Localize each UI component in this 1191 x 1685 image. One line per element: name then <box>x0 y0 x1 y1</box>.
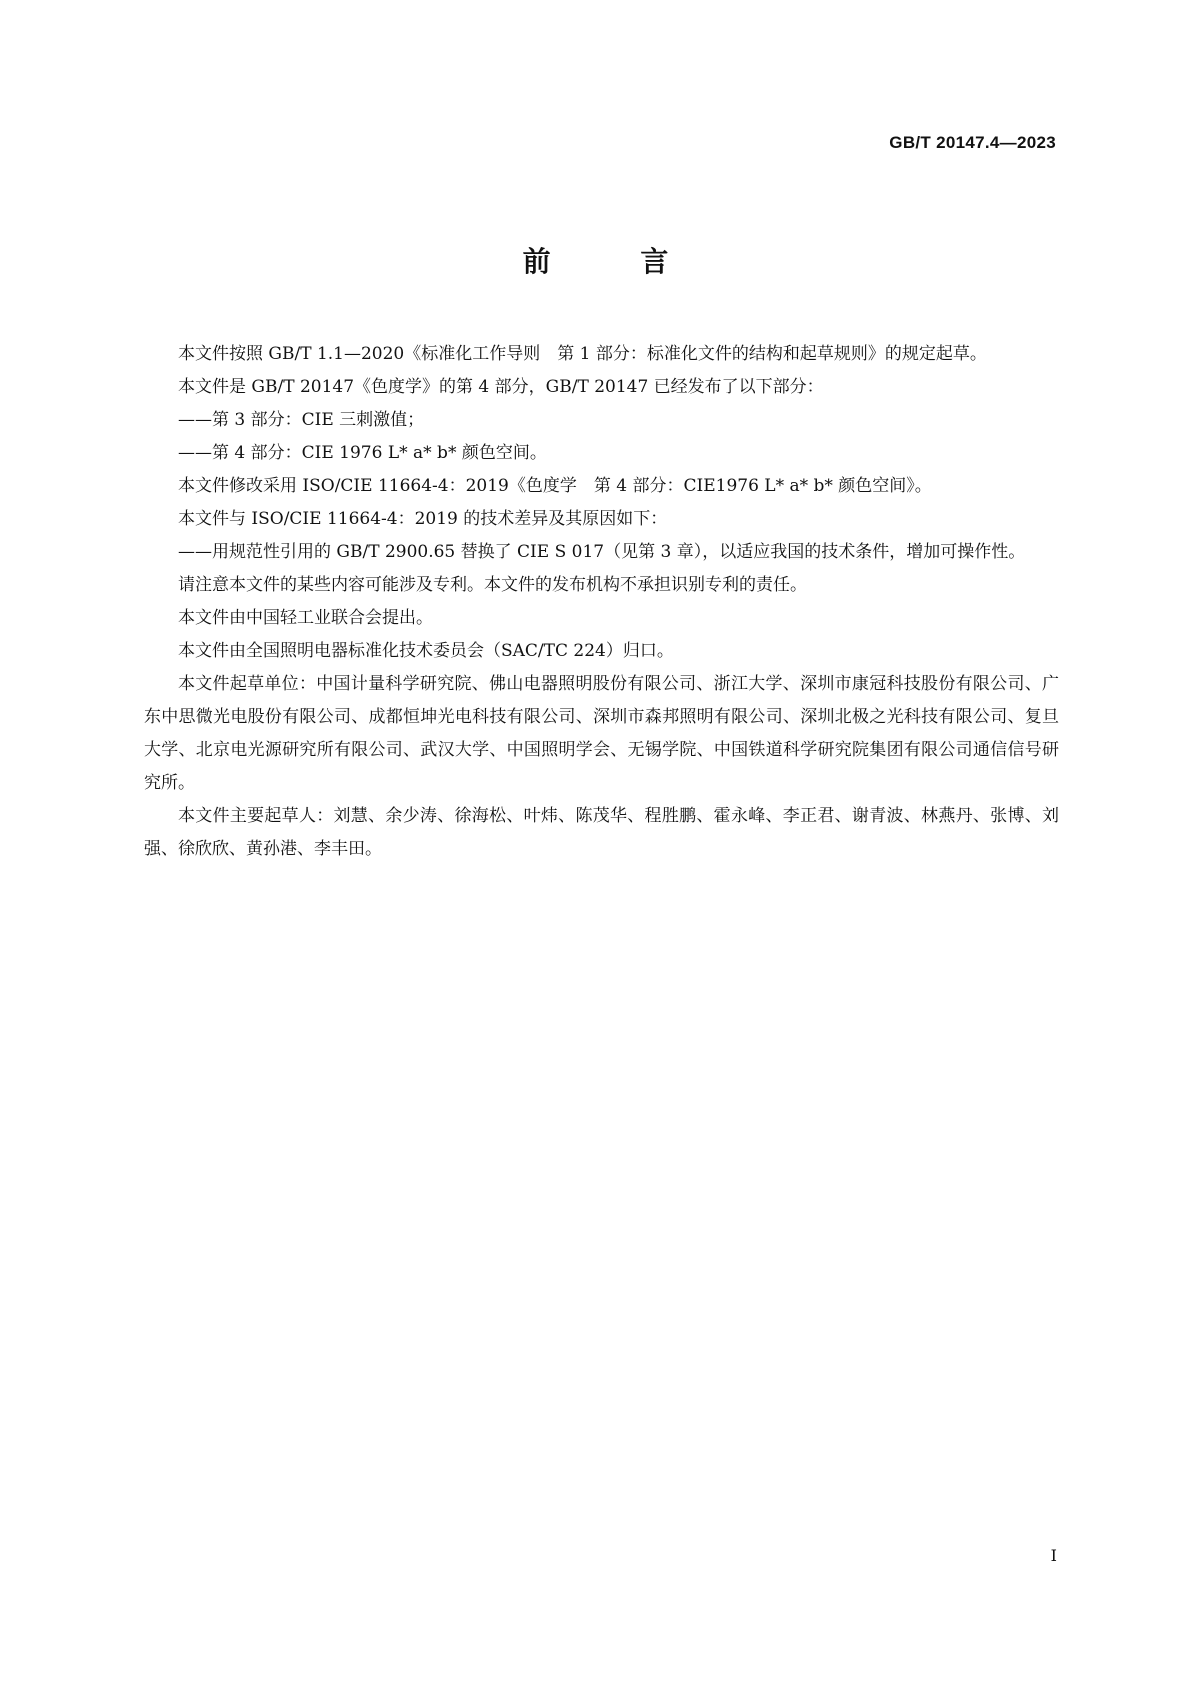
document-number-header: GB/T 20147.4—2023 <box>889 133 1056 152</box>
paragraph-patent-notice: 请注意本文件的某些内容可能涉及专利。本文件的发布机构不承担识别专利的责任。 <box>178 575 807 595</box>
paragraph-technical-differences: 本文件与 ISO/CIE 11664-4：2019 的技术差异及其原因如下： <box>178 509 668 529</box>
paragraph-drafting-units: 本文件起草单位：中国计量科学研究院、佛山电器照明股份有限公司、浙江大学、深圳市康冠科技股份有限公司、广东中思微光电股份有限公司、成都恒坤光电科技有限公司、深圳市森邦照明有限公司、深圳北极之光科技有限公司、复旦大学、北京电光源研究所有限公司、武汉大学、中国照明学会、无锡学院、中国铁道科学研究院集团有限公司通信信号研究所。 <box>144 674 1059 793</box>
page-number: I <box>1050 1546 1057 1565</box>
foreword-body <box>144 338 1059 866</box>
paragraph-proposer: 本文件由中国轻工业联合会提出。 <box>178 608 433 628</box>
paragraph-adoption: 本文件修改采用 ISO/CIE 11664-4：2019《色度学 第 4 部分：CIE1976 L* a* b* 颜色空间》。 <box>178 476 932 496</box>
paragraph-series-parts: 本文件是 GB/T 20147《色度学》的第 4 部分，GB/T 20147 已经发布了以下部分： <box>178 377 824 397</box>
page-title: 前 言 <box>522 245 709 278</box>
paragraph-committee: 本文件由全国照明电器标准化技术委员会（SAC/TC 224）归口。 <box>178 641 674 661</box>
list-item-part-3: ——第 3 部分：CIE 三刺激值； <box>178 410 425 430</box>
list-item-normative-reference: ——用规范性引用的 GB/T 2900.65 替换了 CIE S 017（见第 3 章），以适应我国的技术条件，增加可操作性。 <box>178 542 1026 562</box>
paragraph-drafters: 本文件主要起草人：刘慧、余少涛、徐海松、叶炜、陈茂华、程胜鹏、霍永峰、李正君、谢青波、林燕丹、张博、刘强、徐欣欣、黄孙港、李丰田。 <box>144 806 1059 859</box>
list-item-part-4: ——第 4 部分：CIE 1976 L* a* b* 颜色空间。 <box>178 443 547 463</box>
paragraph-drafting-rules: 本文件按照 GB/T 1.1—2020《标准化工作导则 第 1 部分：标准化文件的结构和起草规则》的规定起草。 <box>178 344 987 364</box>
